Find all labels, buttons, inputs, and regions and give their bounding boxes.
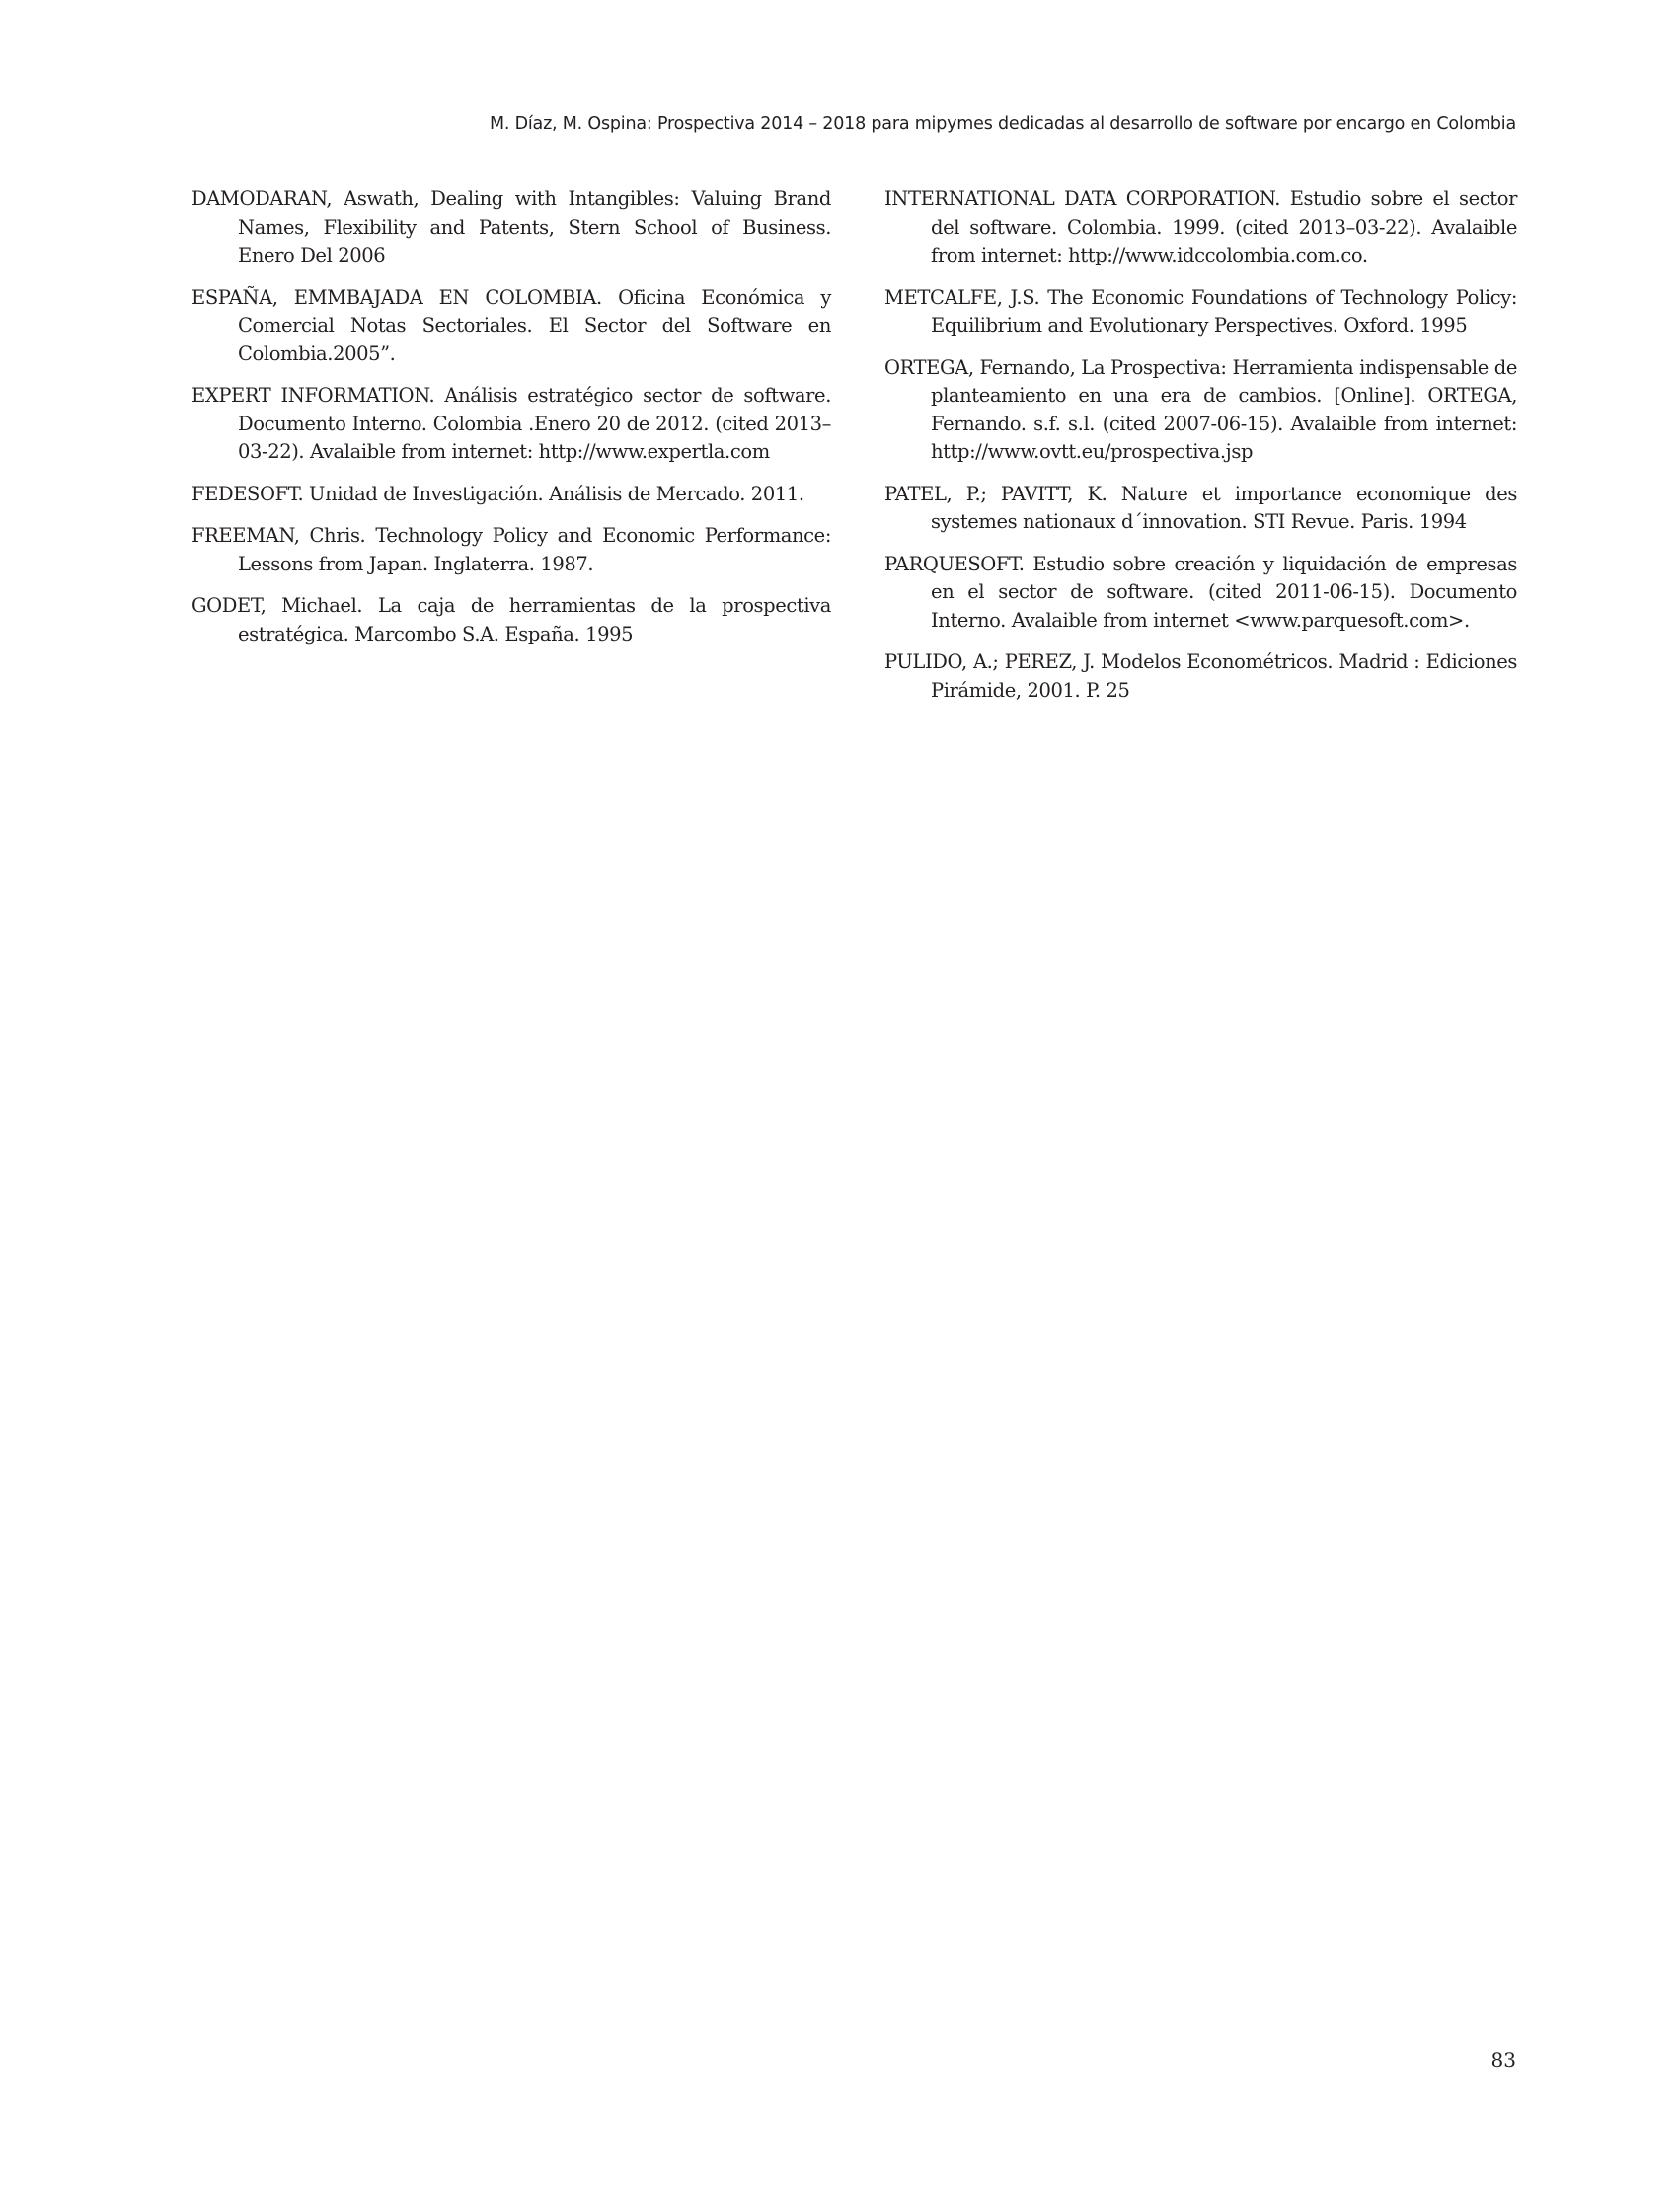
reference-entry: METCALFE, J.S. The Economic Foundations of Technology Policy: Equilibrium and Evolutionary Perspectives. Oxford. 1995 bbox=[884, 285, 1517, 337]
reference-entry: PULIDO, A.; PEREZ, J. Modelos Econométricos. Madrid : Ediciones Pirámide, 2001. P. 25 bbox=[884, 650, 1517, 702]
reference-entry: EXPERT INFORMATION. Análisis estratégico sector de software. Documento Interno. Colombia .Enero 20 de 2012. (cited 2013–03-22). Avalaible from internet: http://www.expertla.com bbox=[191, 384, 831, 463]
reference-entry: ORTEGA, Fernando, La Prospectiva: Herramienta indispensable de planteamiento en una era de cambios. [Online]. ORTEGA, Fernando. s.f. s.l. (cited 2007-06-15). Avalaible from internet: http://www.ovtt.eu/prospectiva.jsp bbox=[884, 355, 1517, 463]
references-column-right bbox=[884, 186, 1517, 718]
reference-entry: DAMODARAN, Aswath, Dealing with Intangibles: Valuing Brand Names, Flexibility and Patents, Stern School of Business. Enero Del 2006 bbox=[191, 188, 831, 266]
reference-entry: INTERNATIONAL DATA CORPORATION. Estudio sobre el sector del software. Colombia. 1999. (cited 2013–03-22). Avalaible from internet: http://www.idccolombia.com.co. bbox=[884, 188, 1517, 266]
reference-entry: PATEL, P.; PAVITT, K. Nature et importance economique des systemes nationaux d´innovation. STI Revue. Paris. 1994 bbox=[884, 482, 1517, 533]
reference-entry: PARQUESOFT. Estudio sobre creación y liquidación de empresas en el sector de software. (cited 2011-06-15). Documento Interno. Avalaible from internet <www.parquesoft.com>. bbox=[884, 552, 1517, 632]
page-number: 83 bbox=[1490, 2048, 1516, 2072]
reference-entry: FREEMAN, Chris. Technology Policy and Economic Performance: Lessons from Japan. Inglaterra. 1987. bbox=[191, 524, 831, 575]
reference-entry: ESPAÑA, EMMBAJADA EN COLOMBIA. Oficina Económica y Comercial Notas Sectoriales. El Sector del Software en Colombia.2005”. bbox=[191, 285, 831, 365]
references-column-left bbox=[191, 186, 831, 662]
reference-entry: GODET, Michael. La caja de herramientas de la prospectiva estratégica. Marcombo S.A. España. 1995 bbox=[191, 594, 831, 645]
running-header: M. Díaz, M. Ospina: Prospectiva 2014 – 2018 para mipymes dedicadas al desarrollo de software por encargo en Colombia bbox=[489, 114, 1516, 134]
reference-entry: FEDESOFT. Unidad de Investigación. Análisis de Mercado. 2011. bbox=[191, 482, 804, 505]
